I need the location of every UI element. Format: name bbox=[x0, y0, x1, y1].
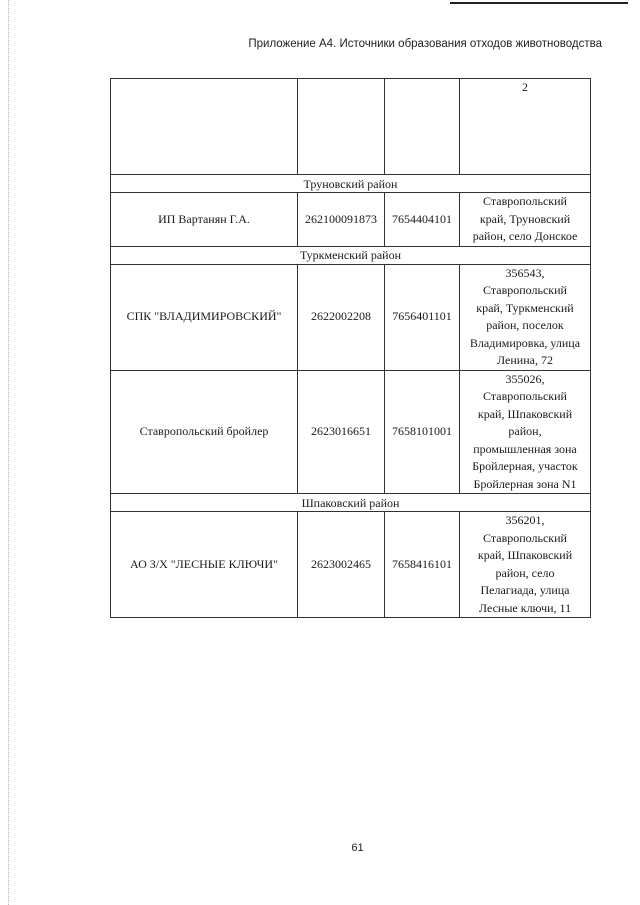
company-name: ИП Вартанян Г.А. bbox=[111, 193, 298, 247]
address-line: край, Труновский bbox=[479, 211, 571, 226]
address-line: район, село Донское bbox=[472, 229, 578, 243]
address-line: Бройлерная зона N1 bbox=[473, 476, 577, 491]
address-cell bbox=[460, 264, 591, 370]
address-line: Ставропольский bbox=[483, 283, 567, 297]
address-line: 355026, bbox=[505, 371, 545, 386]
address-line: Владимировка, улица bbox=[469, 335, 581, 350]
table-row bbox=[111, 264, 591, 370]
district-title: Туркменский район bbox=[111, 246, 591, 264]
district-row bbox=[111, 175, 591, 193]
address-line: Ленина, 72 bbox=[497, 353, 553, 367]
page-number: 61 bbox=[351, 842, 364, 854]
address-line: Ставропольский bbox=[483, 530, 567, 545]
okato-value: 7658416101 bbox=[385, 512, 460, 618]
address-line: Ставропольский bbox=[483, 194, 567, 208]
okato-value: 7658101001 bbox=[385, 370, 460, 494]
table-row bbox=[111, 370, 591, 494]
address-line: район, село bbox=[495, 565, 555, 580]
address-cell bbox=[460, 370, 591, 494]
company-name: АО З/Х "ЛЕСНЫЕ КЛЮЧИ" bbox=[111, 512, 298, 618]
top-rule bbox=[450, 2, 628, 4]
inn-value: 2623016651 bbox=[298, 370, 385, 494]
sources-table bbox=[110, 78, 591, 618]
company-name: СПК "ВЛАДИМИРОВСКИЙ" bbox=[111, 264, 298, 370]
table-row bbox=[111, 512, 591, 618]
address-line: 356201, bbox=[505, 513, 545, 527]
address-line: район, bbox=[508, 424, 542, 438]
address-line: 356543, bbox=[505, 265, 545, 280]
address-line: Бройлерная, участок bbox=[472, 459, 578, 473]
address-line: край, Шпаковский bbox=[477, 406, 573, 421]
okato-value: 7654404101 bbox=[385, 193, 460, 247]
page-header: Приложение А4. Источники образования отходов животноводства bbox=[248, 38, 602, 50]
header-cell-inn bbox=[298, 79, 385, 175]
inn-value: 262100091873 bbox=[298, 193, 385, 247]
address-line: промышленная зона bbox=[473, 441, 577, 456]
district-row bbox=[111, 494, 591, 512]
header-cell-name bbox=[111, 79, 298, 175]
address-cell bbox=[460, 512, 591, 618]
district-title: Труновский район bbox=[111, 175, 591, 193]
address-line: Лесные ключи, 11 bbox=[478, 600, 572, 615]
table-header-row bbox=[111, 79, 591, 175]
header-cell-okato bbox=[385, 79, 460, 175]
okato-value: 7656401101 bbox=[385, 264, 460, 370]
address-line: край, Туркменский bbox=[476, 300, 574, 315]
address-line: Пелагиада, улица bbox=[480, 583, 570, 597]
address-line: Ставропольский bbox=[483, 389, 567, 403]
binding-margin bbox=[8, 0, 9, 905]
district-row bbox=[111, 246, 591, 264]
company-name: Ставропольский бройлер bbox=[111, 370, 298, 494]
inn-value: 2623002465 bbox=[298, 512, 385, 618]
district-title: Шпаковский район bbox=[111, 494, 591, 512]
table-row bbox=[111, 193, 591, 247]
address-cell bbox=[460, 193, 591, 247]
address-line: край, Шпаковский bbox=[477, 548, 573, 562]
header-cell-address: 2 bbox=[460, 79, 591, 175]
address-line: район, поселок bbox=[486, 318, 564, 332]
inn-value: 2622002208 bbox=[298, 264, 385, 370]
